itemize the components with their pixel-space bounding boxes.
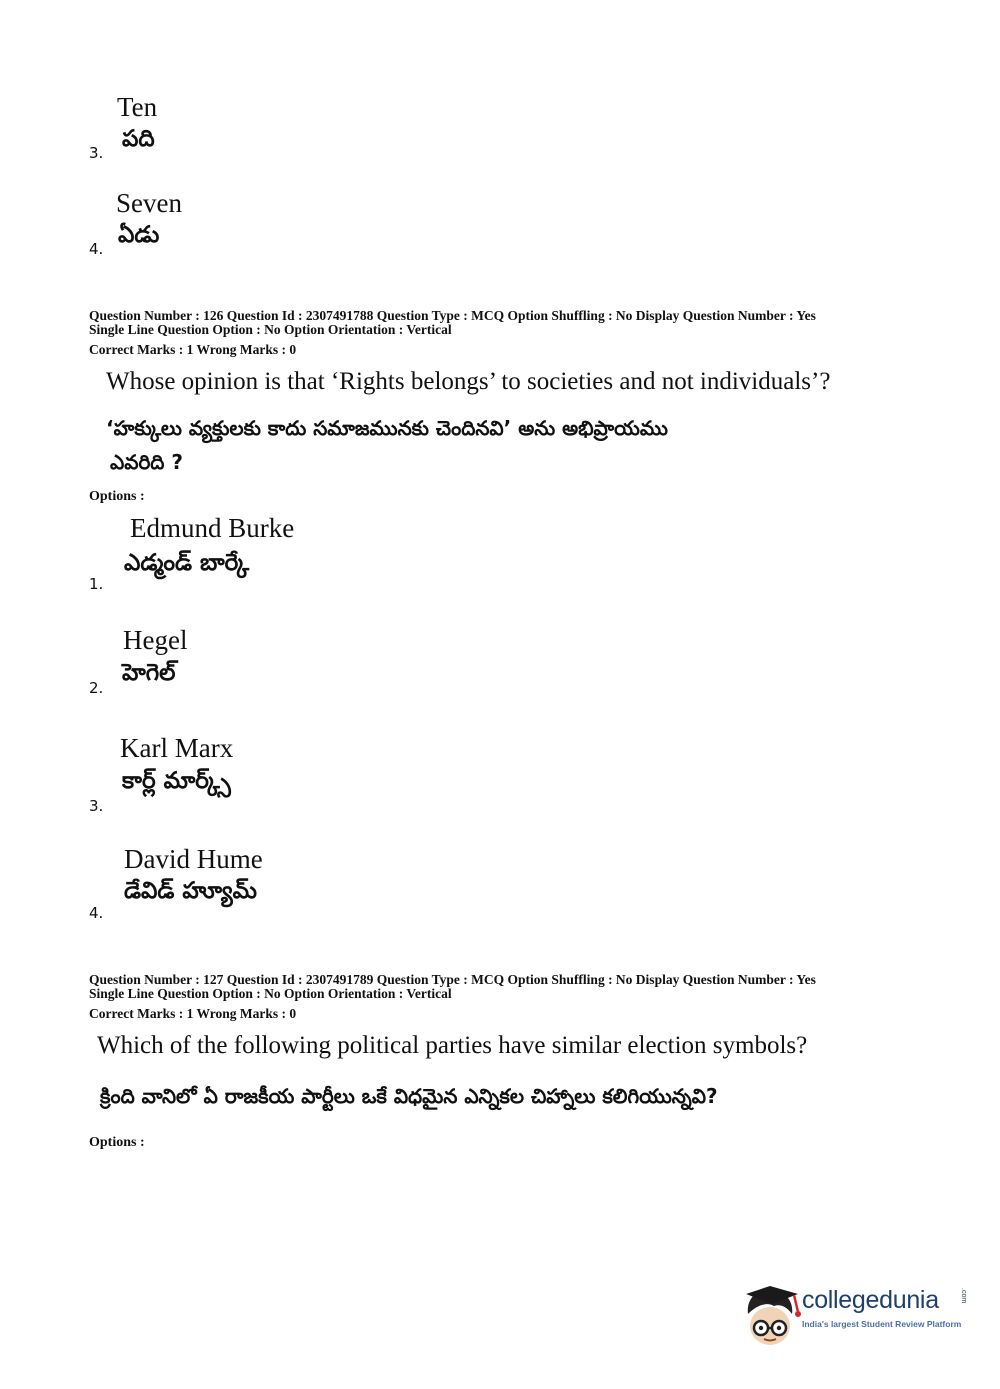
question-126-meta-line2: Single Line Question Option : No Option Orientation : Vertical <box>89 322 452 337</box>
prev-option-3-te: పది <box>122 126 155 152</box>
option-3-te: కార్ల్ మార్క్స్ <box>122 768 231 794</box>
option-2-en: Hegel <box>123 625 188 655</box>
option-3-number: 3. <box>89 797 104 815</box>
question-126-text-en: Whose opinion is that ‘Rights belongs’ to societies and not individuals’? <box>106 368 831 395</box>
prev-option-3-en: Ten <box>117 92 158 122</box>
question-127-text-en: Which of the following political parties have similar election symbols? <box>97 1032 808 1059</box>
mascot-icon <box>740 1284 802 1354</box>
question-126-options-label: Options : <box>89 489 145 504</box>
question-127-text-te-line1: క్రింది వానిలో ఏ రాజకీయ పార్టీలు ఒకే విధమైన ఎన్నికల చిహ్నాలు కలిగియున్నవి? <box>100 1084 718 1108</box>
collegedunia-logo <box>740 1284 970 1354</box>
prev-option-4-en: Seven <box>116 188 182 218</box>
option-4-te: డేవిడ్ హ్యూమ్ <box>124 878 257 904</box>
logo-domain-suffix: .com <box>960 1288 967 1304</box>
option-4-number: 4. <box>89 904 104 922</box>
option-1-te: ఎడ్మండ్ బార్కే <box>124 550 250 576</box>
question-126-text-te-line2: ఎవరిది ? <box>110 450 183 474</box>
question-127-meta-line2: Single Line Question Option : No Option Orientation : Vertical <box>89 986 452 1001</box>
option-2-number: 2. <box>89 679 104 697</box>
prev-option-4-te: ఏడు <box>118 222 160 248</box>
logo-wordmark: collegedunia <box>802 1286 939 1314</box>
question-127-marks: Correct Marks : 1 Wrong Marks : 0 <box>89 1006 297 1021</box>
option-2-te: హెగెల్ <box>122 660 176 686</box>
prev-option-3-number: 3. <box>89 144 104 162</box>
prev-option-4-number: 4. <box>89 240 104 258</box>
option-3-en: Karl Marx <box>120 733 234 763</box>
question-127-meta-line1: Question Number : 127 Question Id : 2307491789 Question Type : MCQ Option Shuffling : No Display Question Number : Yes <box>89 972 816 987</box>
question-126-marks: Correct Marks : 1 Wrong Marks : 0 <box>89 342 297 357</box>
question-126-meta-line1: Question Number : 126 Question Id : 2307491788 Question Type : MCQ Option Shuffling : No Display Question Number : Yes <box>89 308 816 323</box>
option-1-number: 1. <box>89 575 104 593</box>
question-127-options-label: Options : <box>89 1135 145 1150</box>
question-126-text-te-line1: ‘హక్కులు వ్యక్తులకు కాదు సమాజమునకు చెందినవి’ అను అభిప్రాయము <box>106 416 668 440</box>
option-1-en: Edmund Burke <box>130 513 295 543</box>
logo-tagline: India's largest Student Review Platform <box>802 1319 962 1329</box>
option-4-en: David Hume <box>124 844 263 874</box>
